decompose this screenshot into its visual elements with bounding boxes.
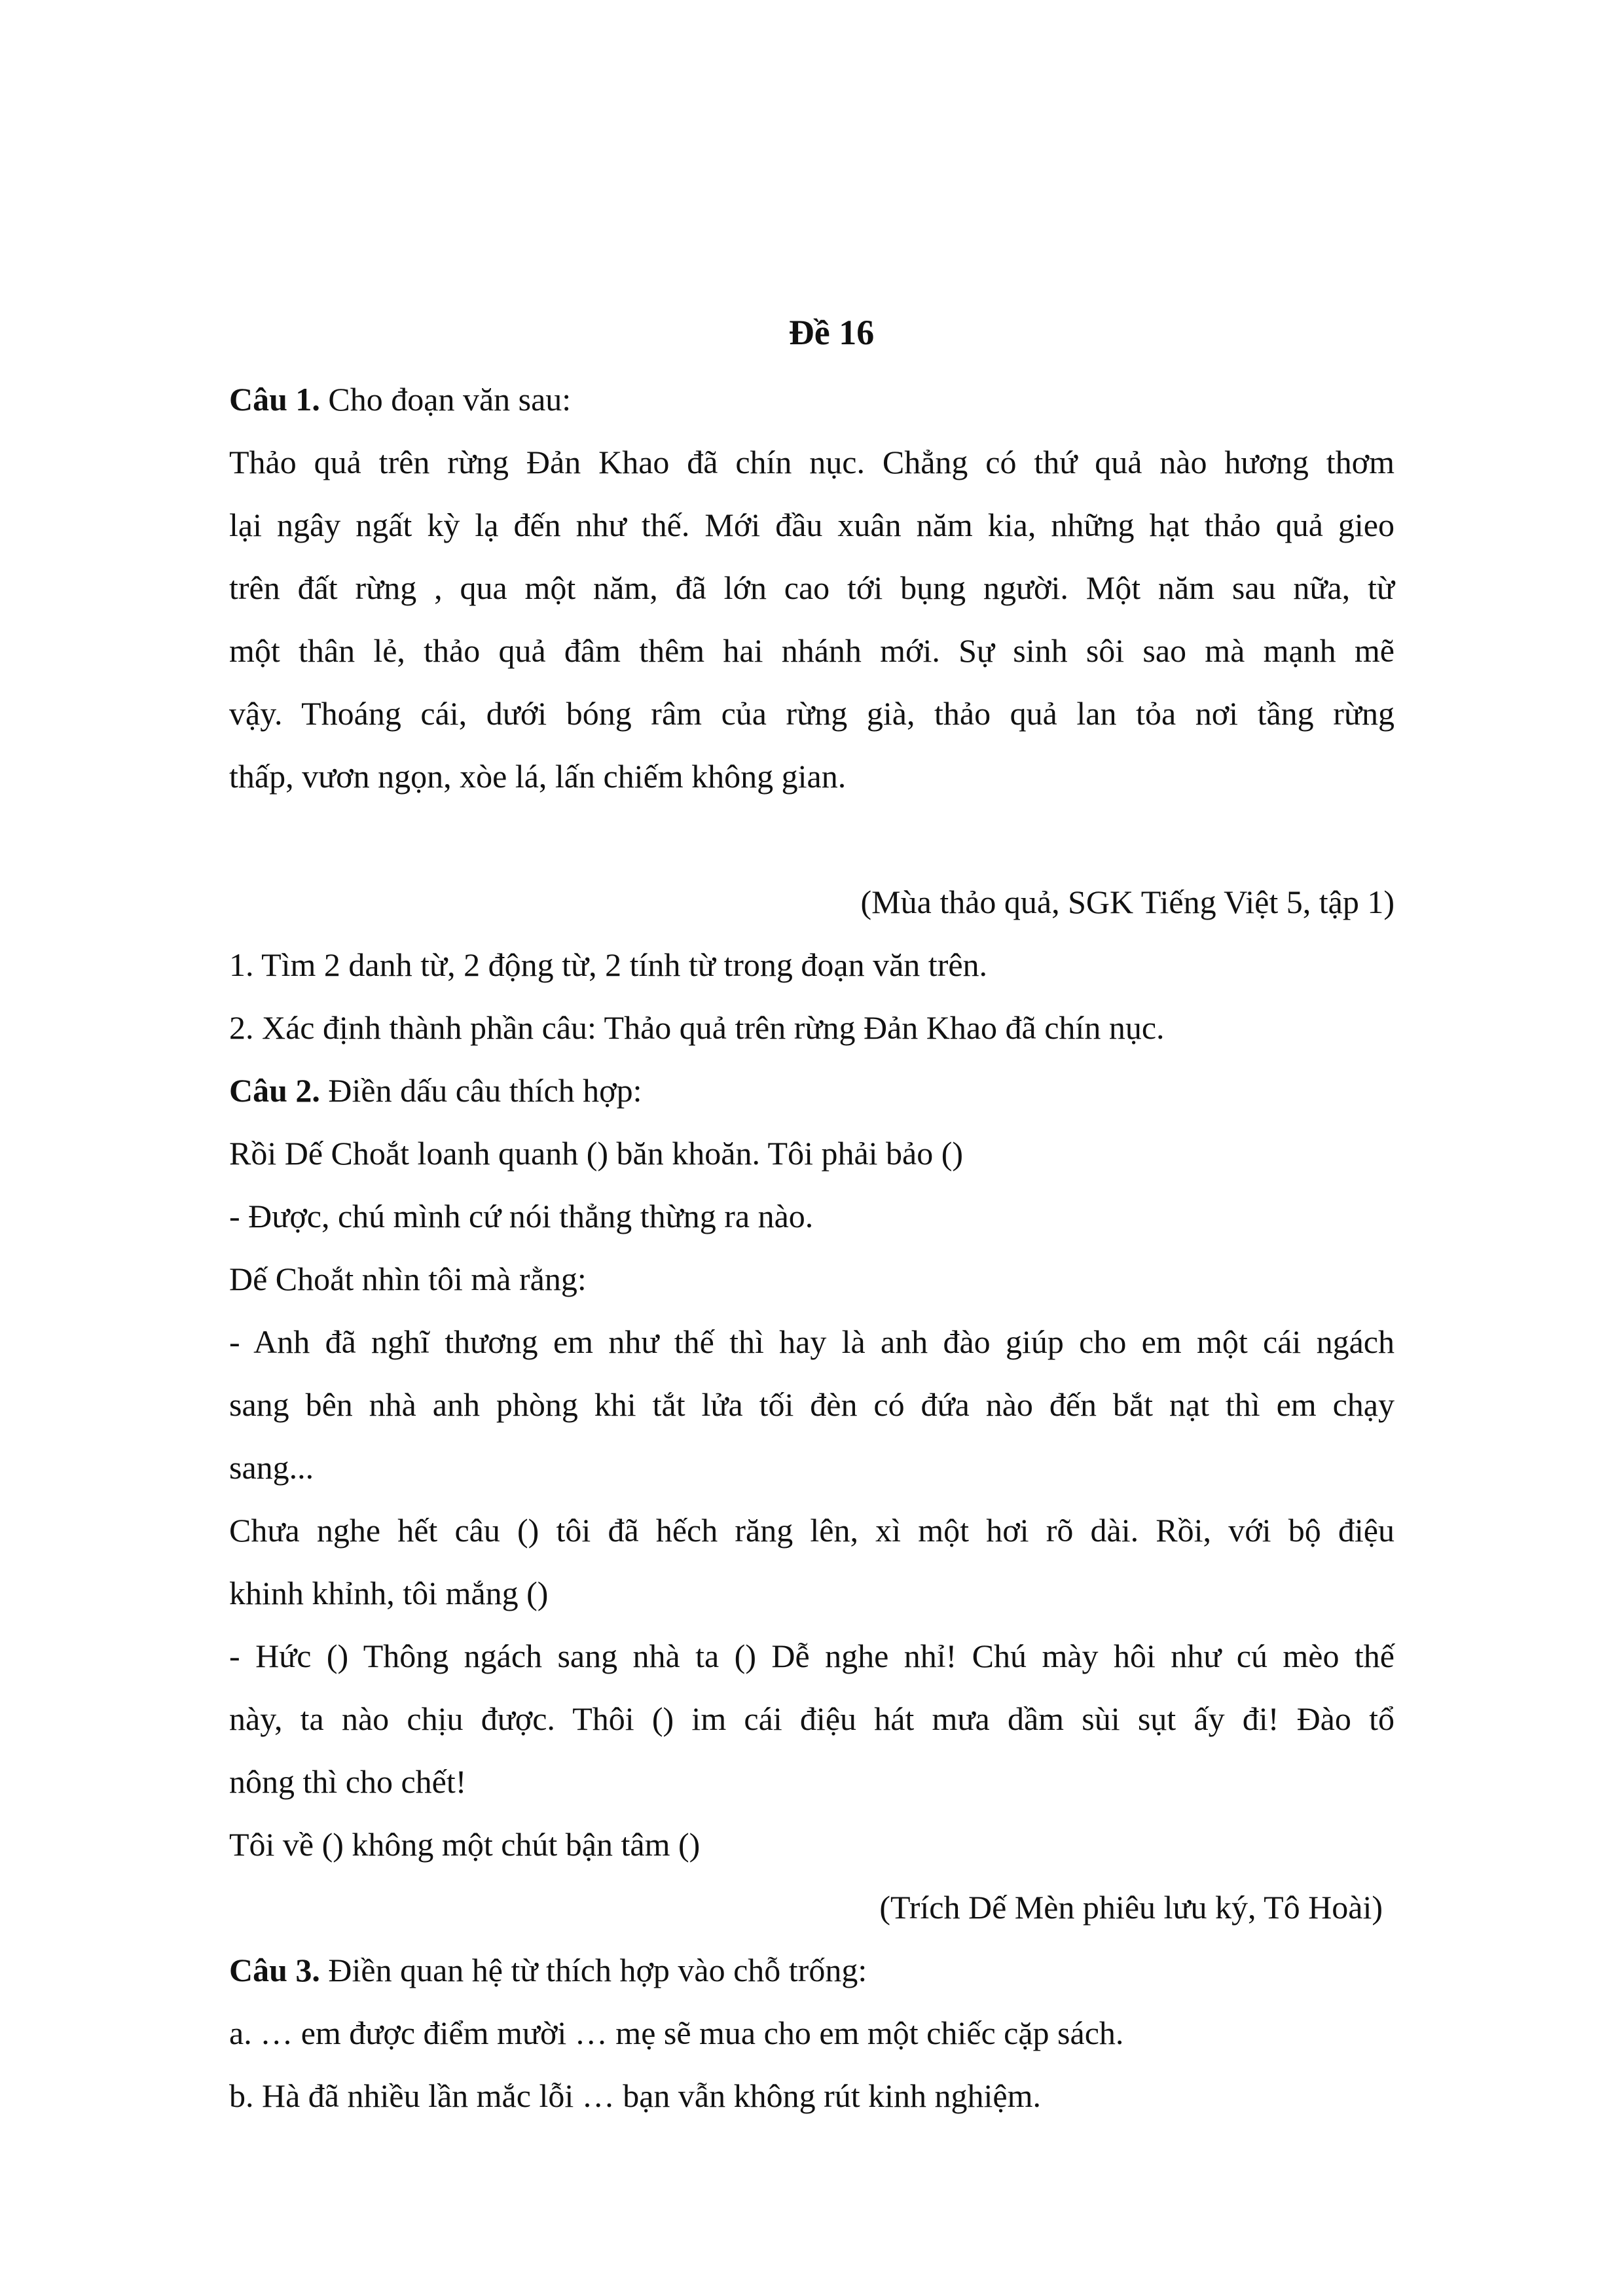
passage-line: lại ngây ngất kỳ lạ đến như thế. Mới đầu xuân năm kia, những hạt thảo quả gieo <box>229 507 1395 543</box>
excerpt-line: nông thì cho chết! <box>229 1763 467 1800</box>
excerpt-line: này, ta nào chịu được. Thôi () im cái điệu hát mưa dầm sùi sụt ấy đi! Đào tổ <box>229 1700 1395 1737</box>
excerpt-line: khinh khỉnh, tôi mắng () <box>229 1575 549 1611</box>
passage-line: vậy. Thoáng cái, dưới bóng râm của rừng già, thảo quả lan tỏa nơi tầng rừng <box>229 695 1395 732</box>
passage-source: (Mùa thảo quả, SGK Tiếng Việt 5, tập 1) <box>860 884 1395 920</box>
excerpt-line: Chưa nghe hết câu () tôi đã hếch răng lên, xì một hơi rõ dài. Rồi, với bộ điệu <box>229 1512 1395 1549</box>
passage-line: thấp, vươn ngọn, xòe lá, lấn chiếm không gian. <box>229 758 847 795</box>
excerpt-line: sang... <box>229 1449 314 1486</box>
passage-line: Thảo quả trên rừng Đản Khao đã chín nục. Chẳng có thứ quả nào hương thơm <box>229 444 1395 480</box>
excerpt-line: - Được, chú mình cứ nói thẳng thừng ra nào. <box>229 1198 814 1234</box>
question-1-label: Câu 1. <box>229 381 320 418</box>
question-3-heading <box>229 1939 1395 2001</box>
excerpt-line: Tôi về () không một chút bận tâm () <box>229 1826 701 1863</box>
question-2-prompt: Điền dấu câu thích hợp: <box>319 1072 642 1109</box>
excerpt-line: - Anh đã nghĩ thương em như thế thì hay là anh đào giúp cho em một cái ngách <box>229 1323 1395 1360</box>
question-1-heading <box>229 368 1395 431</box>
question-3-item: b. Hà đã nhiều lần mắc lỗi … bạn vẫn không rút kinh nghiệm. <box>229 2077 1042 2114</box>
question-3-item: a. … em được điểm mười … mẹ sẽ mua cho em một chiếc cặp sách. <box>229 2015 1124 2051</box>
question-1-task: 2. Xác định thành phần câu: Thảo quả trên rừng Đản Khao đã chín nục. <box>229 1009 1165 1046</box>
excerpt-line: Dế Choắt nhìn tôi mà rằng: <box>229 1261 587 1297</box>
excerpt-source: (Trích Dế Mèn phiêu lưu ký, Tô Hoài) <box>879 1889 1383 1926</box>
passage-line: trên đất rừng , qua một năm, đã lớn cao tới bụng người. Một năm sau nữa, từ <box>229 569 1395 606</box>
question-1-task: 1. Tìm 2 danh từ, 2 động từ, 2 tính từ trong đoạn văn trên. <box>229 946 988 983</box>
excerpt-line: sang bên nhà anh phòng khi tắt lửa tối đèn có đứa nào đến bắt nạt thì em chạy <box>229 1386 1395 1423</box>
question-1-prompt: Cho đoạn văn sau: <box>319 381 572 418</box>
excerpt-line: - Hức () Thông ngách sang nhà ta () Dễ nghe nhỉ! Chú mày hôi như cú mèo thế <box>229 1638 1395 1674</box>
page-title: Đề 16 <box>788 313 875 352</box>
question-3-label: Câu 3. <box>229 1952 320 1988</box>
question-2-heading <box>229 1059 1395 1122</box>
excerpt-line: Rồi Dế Choắt loanh quanh () băn khoăn. Tôi phải bảo () <box>229 1135 964 1172</box>
document-page <box>229 301 1395 2127</box>
passage-line: một thân lẻ, thảo quả đâm thêm hai nhánh mới. Sự sinh sôi sao mà mạnh mẽ <box>229 632 1395 669</box>
question-2-label: Câu 2. <box>229 1072 320 1109</box>
question-3-prompt: Điền quan hệ từ thích hợp vào chỗ trống: <box>319 1952 867 1988</box>
